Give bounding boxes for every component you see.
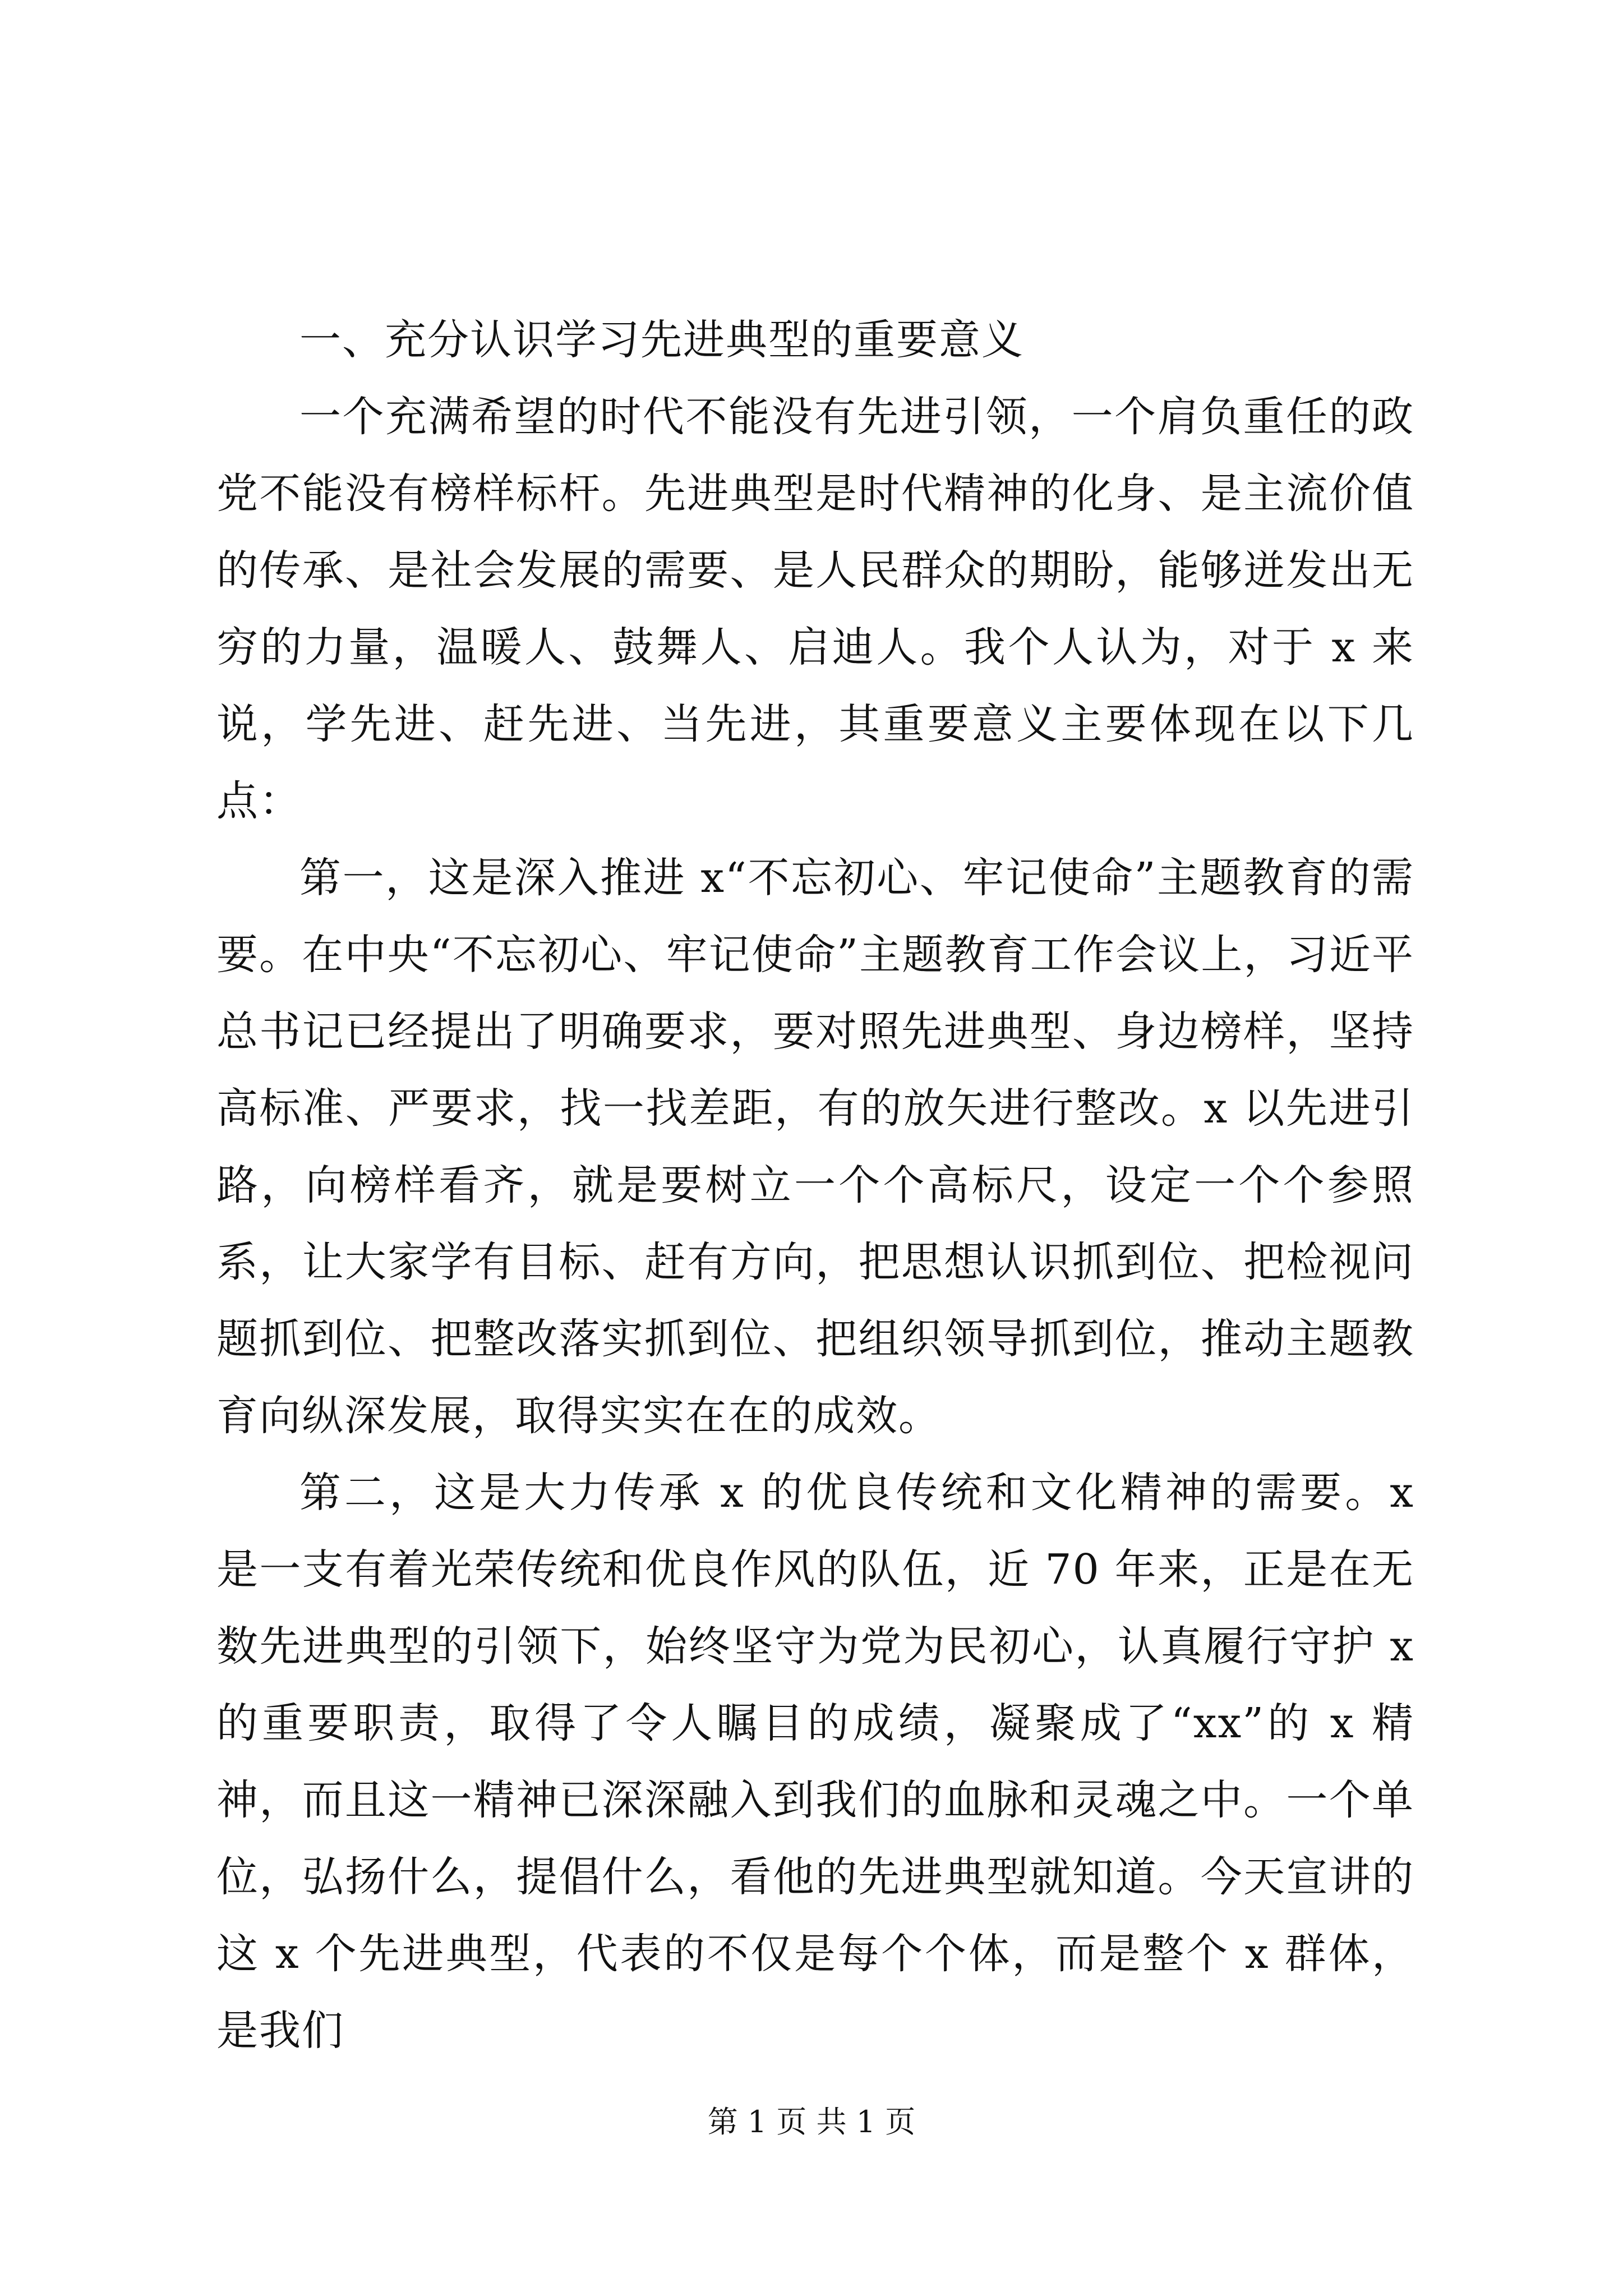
paragraph-intro: 一个充满希望的时代不能没有先进引领，一个肩负重任的政党不能没有榜样标杆。先进典型是时代精神的化身、是主流价值的传承、是社会发展的需要、是人民群众的期盼，能够迸发出无穷的力量，温暖人、鼓舞人、启迪人。我个人认为，对于 x 来说，学先进、赶先进、当先进，其重要意义主要体现在以下几点： bbox=[216, 393, 1414, 825]
document-body bbox=[216, 302, 1414, 2069]
section-heading: 一、充分认识学习先进典型的重要意义 bbox=[299, 316, 1024, 364]
page-footer: 第 1 页 共 1 页 bbox=[707, 2104, 916, 2139]
paragraph-second-point: 第二，这是大力传承 x 的优良传统和文化精神的需要。x 是一支有着光荣传统和优良作风的队伍，近 70 年来，正是在无数先进典型的引领下，始终坚守为党为民初心，认真履行守护 x 的重要职责，取得了令人瞩目的成绩，凝聚成了“xx”的 x 精神，而且这一精神已深深融入到我们的血脉和灵魂之中。一个单位，弘扬什么，提倡什么，看他的先进典型就知道。今天宣讲的这 x 个先进典型，代表的不仅是每个个体，而是整个 x 群体，是我们 bbox=[216, 1469, 1414, 2055]
paragraph-first-point: 第一，这是深入推进 x“不忘初心、牢记使命”主题教育的需要。在中央“不忘初心、牢记使命”主题教育工作会议上，习近平总书记已经提出了明确要求，要对照先进典型、身边榜样，坚持高标准、严要求，找一找差距，有的放矢进行整改。x 以先进引路，向榜样看齐，就是要树立一个个高标尺，设定一个个参照系，让大家学有目标、赶有方向，把思想认识抓到位、把检视问题抓到位、把整改落实抓到位、把组织领导抓到位，推动主题教育向纵深发展，取得实实在在的成效。 bbox=[216, 854, 1414, 1440]
